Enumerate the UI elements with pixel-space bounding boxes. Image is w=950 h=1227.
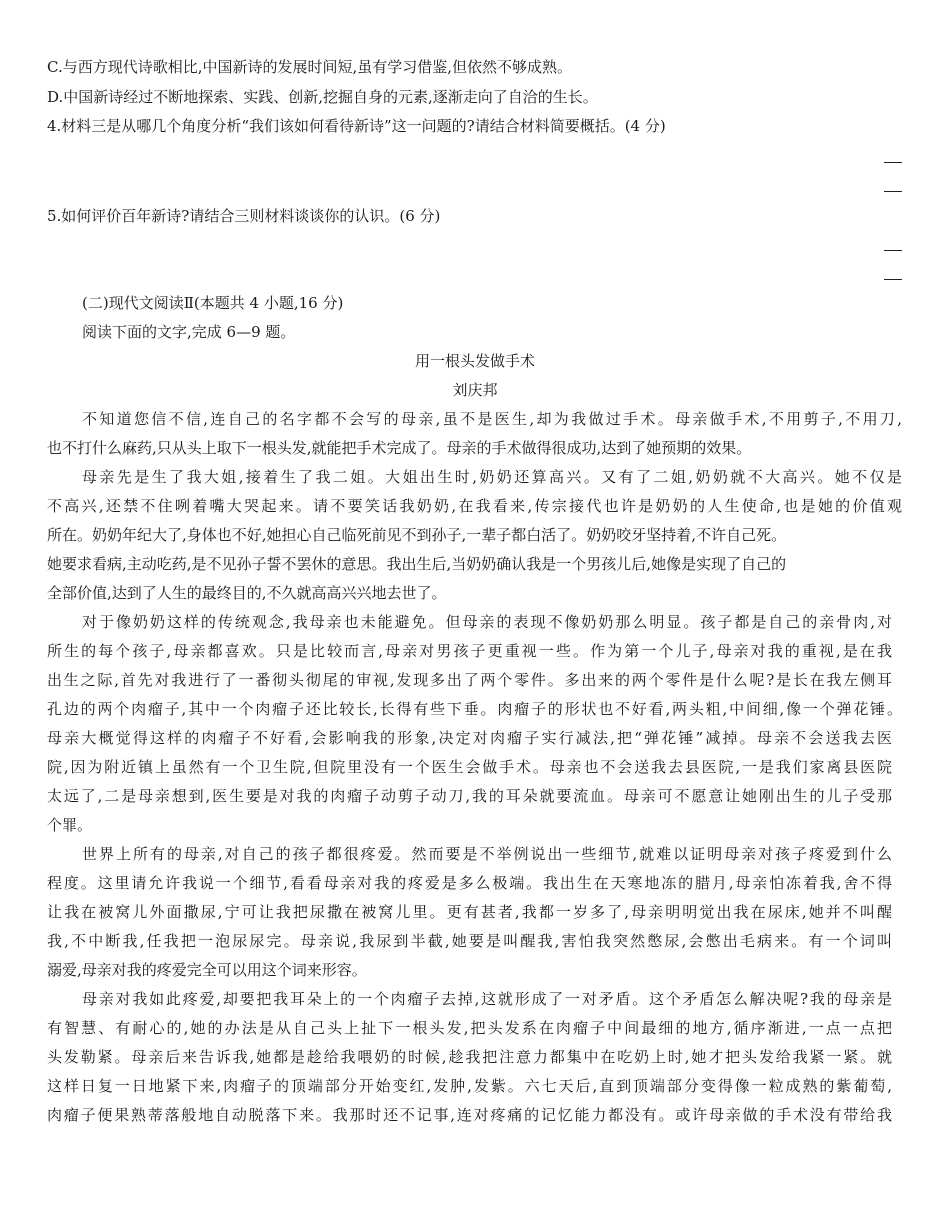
answer-line[interactable]: [884, 279, 902, 280]
article-line: 头发勒紧。母亲后来告诉我,她都是趁给我喂奶的时候,趁我把注意力都集中在吃奶上时,她才把头发给我紧一紧。就: [47, 1048, 892, 1066]
article-line: 程度。这里请允许我说一个细节,看看母亲对我的疼爱是多么极端。我出生在天寒地冻的腊月,母亲怕冻着我,舍不得: [47, 874, 892, 892]
article-line: 我,不中断我,任我把一泡尿尿完。母亲说,我尿到半截,她要是叫醒我,害怕我突然憋尿,会憋出毛病来。有一个词叫: [47, 932, 892, 950]
answer-line[interactable]: [884, 162, 902, 163]
article-line: 也不打什么麻药,只从头上取下一根头发,就能把手术完成了。母亲的手术做得很成功,达到了她预期的效果。: [47, 439, 752, 457]
article-line: 所在。奶奶年纪大了,身体也不好,她担心自己临死前见不到孙子,一辈子都白活了。奶奶咬牙坚持着,不许自己死。: [47, 526, 787, 544]
article-line: 院,因为附近镇上虽然有一个卫生院,但院里没有一个医生会做手术。母亲也不会送我去县医院,一是我们家离县医院: [47, 758, 892, 776]
article-line: 个罪。: [47, 816, 93, 834]
article-line: 太远了,二是母亲想到,医生要是对我的肉瘤子动剪子动刀,我的耳朵就要流血。母亲可不愿意让她刚出生的儿子受那: [47, 787, 892, 805]
section-instruction: 阅读下面的文字,完成 6—9 题。: [82, 323, 296, 341]
article-line: 这样日复一日地紧下来,肉瘤子的顶端部分开始变红,发肿,发紫。六七天后,直到顶端部分变得像一粒成熟的紫葡萄,: [47, 1077, 892, 1095]
article-line: 母亲对我如此疼爱,却要把我耳朵上的一个肉瘤子去掉,这就形成了一对矛盾。这个矛盾怎么解决呢?我的母亲是: [82, 990, 892, 1008]
article-line: 让我在被窝儿外面撒尿,宁可让我把尿撒在被窝儿里。更有甚者,我都一岁多了,母亲明明觉出我在尿床,她并不叫醒: [47, 903, 892, 921]
article-line: 她要求看病,主动吃药,是不见孙子誓不罢休的意思。我出生后,当奶奶确认我是一个男孩儿后,她像是实现了自己的: [47, 555, 787, 573]
article-line: 出生之际,首先对我进行了一番彻头彻尾的审视,发现多出了两个零件。多出来的两个零件是什么呢?是长在我左侧耳: [47, 671, 892, 689]
question-5: 5.如何评价百年新诗?请结合三则材料谈谈你的认识。(6 分): [47, 207, 441, 225]
option-c: C.与西方现代诗歌相比,中国新诗的发展时间短,虽有学习借鉴,但依然不够成熟。: [47, 58, 573, 76]
article-line: 母亲先是生了我大姐,接着生了我二姐。大姐出生时,奶奶还算高兴。又有了二姐,奶奶就不大高兴。她不仅是: [82, 468, 902, 486]
answer-line[interactable]: [884, 191, 902, 192]
article-line: 母亲大概觉得这样的肉瘤子不好看,会影响我的形象,决定对肉瘤子实行减法,把“弹花锤”减掉。母亲不会送我去医: [47, 729, 892, 747]
section-heading: (二)现代文阅读Ⅱ(本题共 4 小题,16 分): [82, 294, 344, 312]
article-line: 有智慧、有耐心的,她的办法是从自己头上扯下一根头发,把头发系在肉瘤子中间最细的地方,循序渐进,一点一点把: [47, 1019, 892, 1037]
question-4: 4.材料三是从哪几个角度分析“我们该如何看待新诗”这一问题的?请结合材料简要概括。(4 分): [47, 117, 666, 135]
article-line: 全部价值,达到了人生的最终目的,不久就高高兴兴地去世了。: [47, 584, 447, 602]
article-line: 肉瘤子便果熟蒂落般地自动脱落下来。我那时还不记事,连对疼痛的记忆能力都没有。或许母亲做的手术没有带给我: [47, 1106, 892, 1124]
article-line: 世界上所有的母亲,对自己的孩子都很疼爱。然而要是不举例说出一些细节,就难以证明母亲对孩子疼爱到什么: [82, 845, 892, 863]
article-line: 所生的每个孩子,母亲都喜欢。只是比较而言,母亲对男孩子更重视一些。作为第一个儿子,母亲对我的重视,是在我: [47, 642, 892, 660]
article-line: 溺爱,母亲对我的疼爱完全可以用这个词来形容。: [47, 961, 367, 979]
article-author: 刘庆邦: [452, 381, 498, 399]
article-title: 用一根头发做手术: [414, 352, 535, 370]
article-line: 不知道您信不信,连自己的名字都不会写的母亲,虽不是医生,却为我做过手术。母亲做手术,不用剪子,不用刀,: [82, 410, 902, 428]
article-line: 孔边的两个肉瘤子,其中一个肉瘤子还比较长,长得有些下垂。肉瘤子的形状也不好看,两头粗,中间细,像一个弹花锤。: [47, 700, 902, 718]
option-d: D.中国新诗经过不断地探索、实践、创新,挖掘自身的元素,逐渐走向了自洽的生长。: [47, 88, 598, 106]
article-line: 对于像奶奶这样的传统观念,我母亲也未能避免。但母亲的表现不像奶奶那么明显。孩子都是自己的亲骨肉,对: [82, 613, 892, 631]
article-line: 不高兴,还禁不住咧着嘴大哭起来。请不要笑话我奶奶,在我看来,传宗接代也许是奶奶的人生使命,也是她的价值观: [47, 497, 902, 515]
answer-line[interactable]: [884, 250, 902, 251]
